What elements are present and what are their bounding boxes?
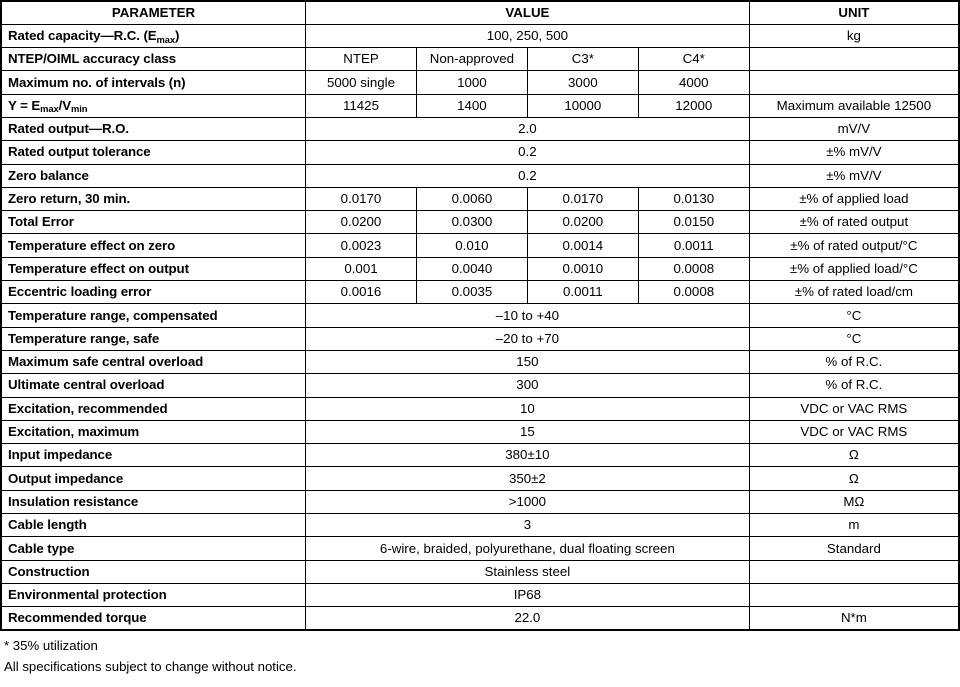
row-value-cell: 4000	[638, 71, 749, 94]
footnote-utilization: * 35% utilization	[4, 638, 98, 654]
row-parameter-label: Rated capacity—R.C. $(E_{max})$	[1, 24, 306, 47]
row-value-cell: 0.0170	[527, 187, 638, 210]
row-parameter-label: Environmental protection	[1, 583, 306, 606]
table-row	[1, 48, 959, 71]
table-row	[1, 350, 959, 373]
row-value-cell: 0.0011	[527, 281, 638, 304]
row-unit-cell: °C	[749, 327, 959, 350]
table-row	[1, 397, 959, 420]
row-unit-cell: ±% of rated output	[749, 211, 959, 234]
row-parameter-label: Excitation, maximum	[1, 420, 306, 443]
row-parameter-label: Input impedance	[1, 444, 306, 467]
row-parameter-label: Temperature effect on output	[1, 257, 306, 280]
row-unit-cell: ±% of applied load/°C	[749, 257, 959, 280]
row-value-cell: 0.0035	[416, 281, 527, 304]
row-value-cell: 15	[306, 420, 750, 443]
table-row	[1, 490, 959, 513]
table-row	[1, 94, 959, 117]
table-row	[1, 187, 959, 210]
table-row	[1, 537, 959, 560]
row-unit-cell: ±% of rated output/°C	[749, 234, 959, 257]
table-row	[1, 257, 959, 280]
row-value-cell: 0.0023	[306, 234, 417, 257]
row-unit-cell: N*m	[749, 607, 959, 630]
column-header-value: VALUE	[306, 1, 750, 24]
table-body	[1, 24, 959, 630]
row-value-cell: 10	[306, 397, 750, 420]
row-value-cell: NTEP	[306, 48, 417, 71]
table-row	[1, 583, 959, 606]
row-value-cell: 0.0300	[416, 211, 527, 234]
row-unit-cell: Standard	[749, 537, 959, 560]
row-value-cell: 0.0040	[416, 257, 527, 280]
row-value-cell: –20 to +70	[306, 327, 750, 350]
row-value-cell: 0.0130	[638, 187, 749, 210]
row-value-cell: 0.0008	[638, 281, 749, 304]
row-value-cell: 3000	[527, 71, 638, 94]
footnote-disclaimer: All specifications subject to change without notice.	[4, 658, 297, 674]
row-parameter-label: Rated output—R.O.	[1, 117, 306, 140]
row-unit-cell	[749, 560, 959, 583]
row-parameter-label: Eccentric loading error	[1, 281, 306, 304]
row-parameter-label: Recommended torque	[1, 607, 306, 630]
row-parameter-label: Output impedance	[1, 467, 306, 490]
table-row	[1, 71, 959, 94]
row-value-cell: 0.010	[416, 234, 527, 257]
row-unit-cell	[749, 71, 959, 94]
table-row	[1, 304, 959, 327]
row-unit-cell	[749, 48, 959, 71]
row-value-cell: >1000	[306, 490, 750, 513]
row-parameter-label: Maximum safe central overload	[1, 350, 306, 373]
table-row	[1, 374, 959, 397]
table-row	[1, 281, 959, 304]
row-value-cell: C4*	[638, 48, 749, 71]
table-row	[1, 607, 959, 630]
row-value-cell: 0.0060	[416, 187, 527, 210]
row-parameter-label: NTEP/OIML accuracy class	[1, 48, 306, 71]
row-value-cell: 22.0	[306, 607, 750, 630]
row-unit-cell: °C	[749, 304, 959, 327]
row-parameter-label: Insulation resistance	[1, 490, 306, 513]
row-value-cell: 0.0016	[306, 281, 417, 304]
row-value-cell: 0.0014	[527, 234, 638, 257]
table-footnotes	[0, 631, 960, 677]
row-value-cell: 10000	[527, 94, 638, 117]
row-unit-cell	[749, 583, 959, 606]
row-unit-cell: ±% of rated load/cm	[749, 281, 959, 304]
row-parameter-label: Temperature effect on zero	[1, 234, 306, 257]
row-value-cell: –10 to +40	[306, 304, 750, 327]
row-unit-cell: ±% mV/V	[749, 141, 959, 164]
row-unit-cell: ±% of applied load	[749, 187, 959, 210]
row-value-cell: 0.0150	[638, 211, 749, 234]
row-value-cell: Stainless steel	[306, 560, 750, 583]
row-parameter-label: Rated output tolerance	[1, 141, 306, 164]
table-header	[1, 1, 959, 24]
row-unit-cell: ±% mV/V	[749, 164, 959, 187]
row-unit-cell: mV/V	[749, 117, 959, 140]
row-parameter-label: Zero return, 30 min.	[1, 187, 306, 210]
row-value-cell: 0.0008	[638, 257, 749, 280]
row-value-cell: 0.0200	[527, 211, 638, 234]
row-parameter-label: Total Error	[1, 211, 306, 234]
row-parameter-label: Excitation, recommended	[1, 397, 306, 420]
table-row	[1, 164, 959, 187]
row-value-cell: 1000	[416, 71, 527, 94]
column-header-parameter: PARAMETER	[1, 1, 306, 24]
row-parameter-label: Temperature range, safe	[1, 327, 306, 350]
row-value-cell: 1400	[416, 94, 527, 117]
row-parameter-label: Ultimate central overload	[1, 374, 306, 397]
column-header-unit: UNIT	[749, 1, 959, 24]
row-value-cell: 2.0	[306, 117, 750, 140]
row-value-cell: 11425	[306, 94, 417, 117]
row-value-cell: IP68	[306, 583, 750, 606]
row-value-cell: 0.0200	[306, 211, 417, 234]
row-value-cell: 0.2	[306, 141, 750, 164]
row-value-cell: 0.2	[306, 164, 750, 187]
row-value-cell: 100, 250, 500	[306, 24, 750, 47]
table-row	[1, 327, 959, 350]
row-unit-cell: VDC or VAC RMS	[749, 397, 959, 420]
row-value-cell: 12000	[638, 94, 749, 117]
row-value-cell: 0.0010	[527, 257, 638, 280]
row-value-cell: 150	[306, 350, 750, 373]
row-unit-cell: % of R.C.	[749, 350, 959, 373]
table-row	[1, 420, 959, 443]
row-value-cell: 3	[306, 514, 750, 537]
row-value-cell: 0.0170	[306, 187, 417, 210]
row-parameter-label: Maximum no. of intervals (n)	[1, 71, 306, 94]
row-unit-cell: Ω	[749, 444, 959, 467]
row-parameter-label: Temperature range, compensated	[1, 304, 306, 327]
row-unit-cell: VDC or VAC RMS	[749, 420, 959, 443]
row-unit-cell: Ω	[749, 467, 959, 490]
table-row	[1, 234, 959, 257]
row-unit-cell: kg	[749, 24, 959, 47]
row-unit-cell: Maximum available 12500	[749, 94, 959, 117]
row-value-cell: 0.0011	[638, 234, 749, 257]
table-row	[1, 560, 959, 583]
row-value-cell: 6-wire, braided, polyurethane, dual floating screen	[306, 537, 750, 560]
row-parameter-label: $Y = E_{max}/V_{min}$	[1, 94, 306, 117]
row-value-cell: 0.001	[306, 257, 417, 280]
row-value-cell: 300	[306, 374, 750, 397]
row-unit-cell: % of R.C.	[749, 374, 959, 397]
row-unit-cell: MΩ	[749, 490, 959, 513]
table-row	[1, 444, 959, 467]
row-parameter-label: Cable length	[1, 514, 306, 537]
table-row	[1, 211, 959, 234]
table-row	[1, 514, 959, 537]
table-row	[1, 24, 959, 47]
row-parameter-label: Zero balance	[1, 164, 306, 187]
table-row	[1, 117, 959, 140]
row-value-cell: Non-approved	[416, 48, 527, 71]
row-value-cell: C3*	[527, 48, 638, 71]
row-value-cell: 5000 single	[306, 71, 417, 94]
table-row	[1, 141, 959, 164]
row-parameter-label: Cable type	[1, 537, 306, 560]
table-header-row	[1, 1, 959, 24]
row-value-cell: 350±2	[306, 467, 750, 490]
row-value-cell: 380±10	[306, 444, 750, 467]
row-parameter-label: Construction	[1, 560, 306, 583]
table-row	[1, 467, 959, 490]
row-unit-cell: m	[749, 514, 959, 537]
